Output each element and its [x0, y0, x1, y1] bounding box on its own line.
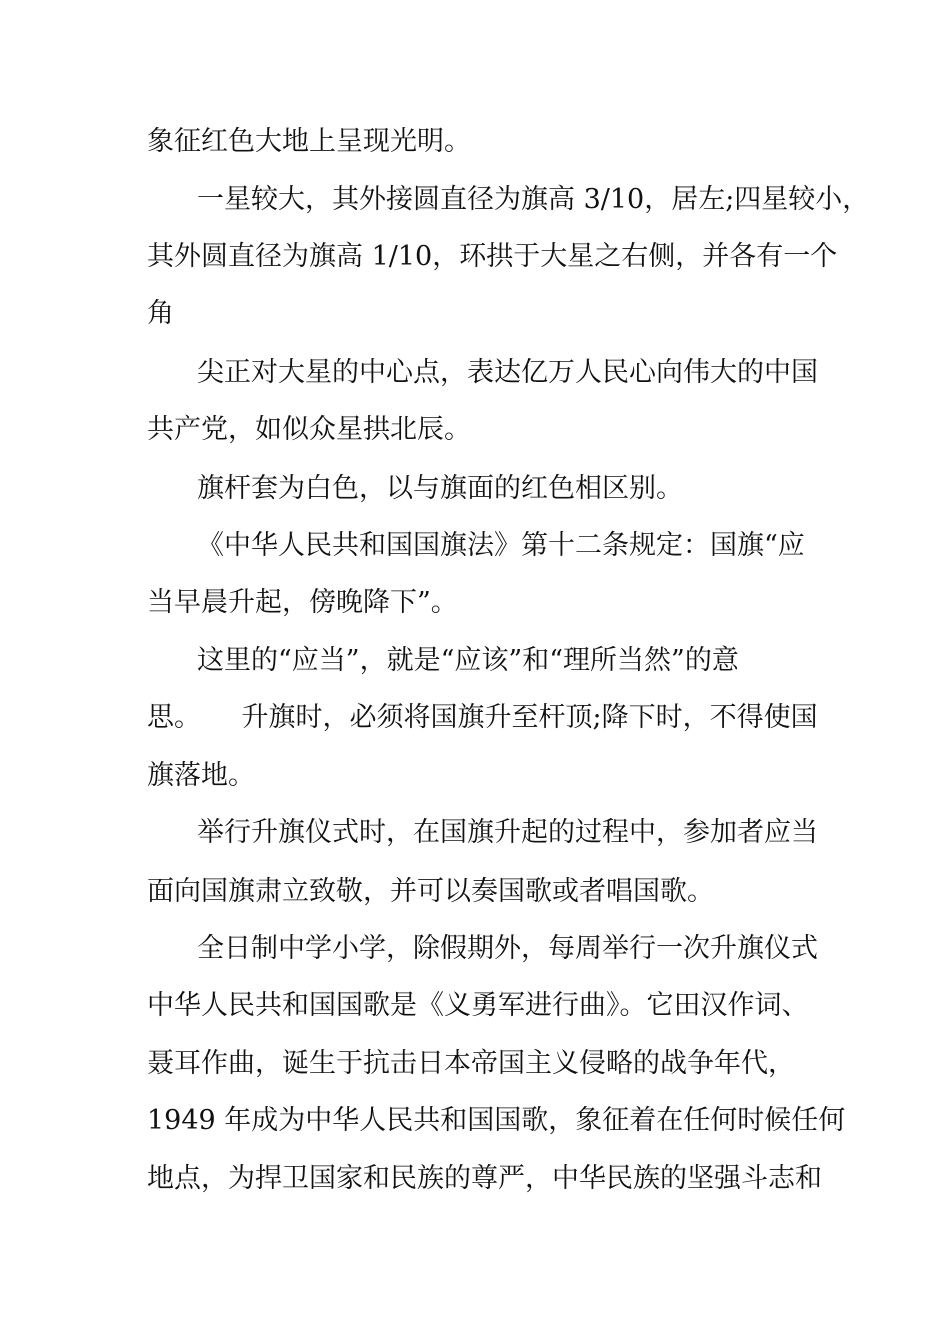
- text-line: 旗杆套为白色，以与旗面的红色相区别。: [197, 473, 683, 504]
- text-line: 面向国旗肃立致敬，并可以奏国歌或者唱国歌。: [147, 876, 714, 907]
- text-line: 共产党，如似众星拱北辰。: [147, 414, 471, 445]
- text-line: 地点，为捍卫国家和民族的尊严，中华民族的坚强斗志和: [147, 1163, 822, 1194]
- text-line: 其外圆直径为旗高 1/10，环拱于大星之右侧，并各有一个: [147, 241, 838, 272]
- text-line: 这里的“应当”，就是“应该”和“理所当然”的意: [197, 645, 739, 676]
- text-line: 象征红色大地上呈现光明。: [147, 126, 471, 157]
- text-line: 思。 升旗时，必须将国旗升至杆顶;降下时，不得使国: [147, 702, 818, 733]
- text-line: 《中华人民共和国国旗法》第十二条规定：国旗“应: [197, 530, 805, 561]
- text-line: 全日制中学小学，除假期外，每周举行一次升旗仪式: [197, 933, 818, 964]
- text-line: 尖正对大星的中心点，表达亿万人民心向伟大的中国: [197, 357, 818, 388]
- text-line: 角: [147, 298, 174, 329]
- text-line: 旗落地。: [147, 760, 255, 791]
- text-line: 当早晨升起，傍晚降下”。: [147, 587, 458, 618]
- text-line: 聂耳作曲，诞生于抗击日本帝国主义侵略的战争年代，: [147, 1048, 795, 1079]
- text-line: 举行升旗仪式时，在国旗升起的过程中，参加者应当: [197, 817, 818, 848]
- text-line: 中华人民共和国国歌是《义勇军进行曲》。它田汉作词、: [147, 990, 809, 1021]
- text-line: 一星较大，其外接圆直径为旗高 3/10，居左;四星较小，: [197, 184, 870, 215]
- text-line: 1949 年成为中华人民共和国国歌，象征着在任何时候任何: [147, 1105, 846, 1136]
